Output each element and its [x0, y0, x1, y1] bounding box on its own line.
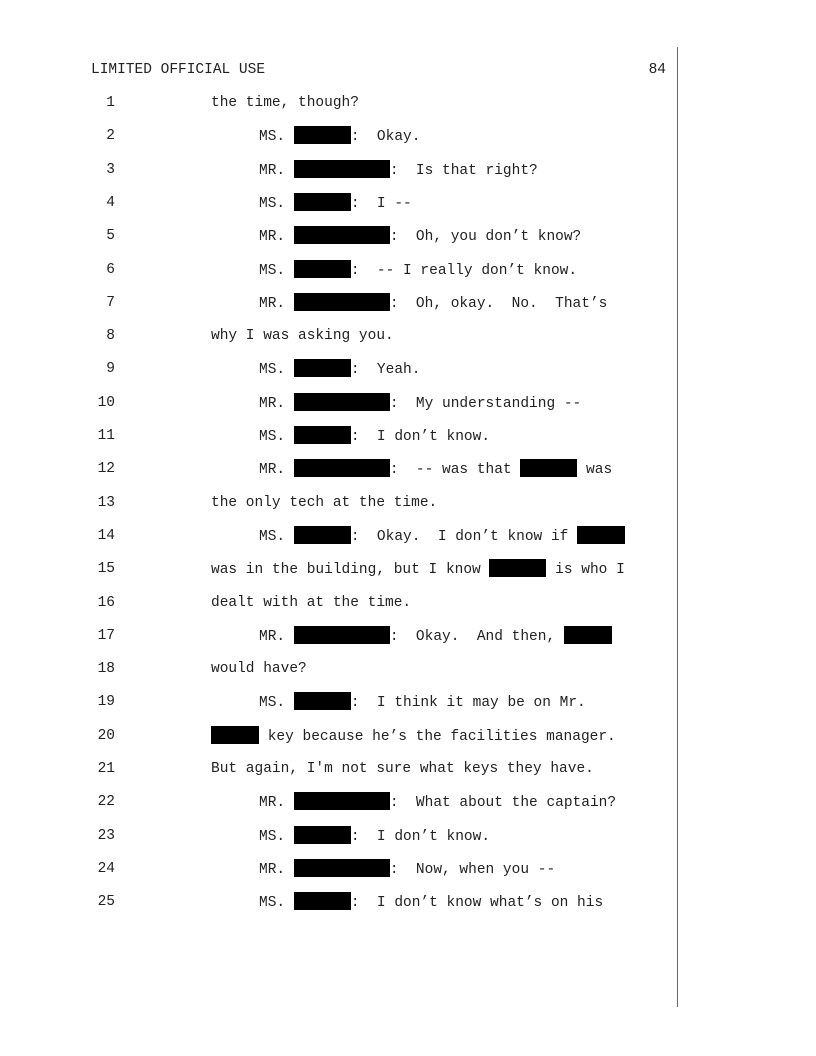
text-segment: MS. — [259, 695, 294, 712]
redaction-block — [294, 692, 351, 710]
page-number: 84 — [648, 62, 666, 78]
transcript-line — [0, 393, 680, 413]
redaction-block — [294, 126, 351, 144]
line-text — [259, 892, 603, 913]
line-text — [211, 726, 616, 747]
text-segment: MR. — [259, 295, 294, 312]
line-text — [259, 359, 420, 380]
line-text — [211, 559, 625, 580]
line-text — [259, 260, 577, 281]
line-number: 4 — [106, 194, 115, 211]
text-segment: MS. — [259, 895, 294, 912]
line-text — [259, 526, 625, 547]
line-text — [211, 326, 394, 346]
text-segment: dealt with at the time. — [211, 594, 412, 611]
line-text — [211, 93, 359, 113]
transcript-line — [0, 826, 680, 846]
redaction-block — [211, 726, 259, 744]
redaction-block — [294, 160, 390, 178]
transcript-line — [0, 659, 680, 679]
redaction-block — [294, 792, 390, 810]
text-segment: MR. — [259, 795, 294, 812]
redaction-block — [294, 626, 390, 644]
transcript-line — [0, 260, 680, 280]
line-number: 6 — [106, 261, 115, 278]
text-segment: MR. — [259, 462, 294, 479]
transcript-line — [0, 126, 680, 146]
transcript-line — [0, 726, 680, 746]
transcript-line — [0, 559, 680, 579]
text-segment: : Yeah. — [350, 362, 421, 379]
redaction-block — [294, 226, 390, 244]
redaction-block — [294, 426, 351, 444]
text-segment: : Okay. And then, — [389, 628, 564, 645]
redaction-block — [489, 559, 546, 577]
line-number: 9 — [106, 361, 115, 378]
text-segment: MR. — [259, 628, 294, 645]
line-text — [259, 193, 412, 214]
redaction-block — [294, 193, 351, 211]
line-number: 3 — [106, 161, 115, 178]
line-text — [259, 792, 616, 813]
line-text — [211, 493, 437, 513]
redaction-block — [294, 359, 351, 377]
text-segment: : I don’t know. — [350, 828, 491, 845]
redaction-block — [577, 526, 625, 544]
line-number: 22 — [97, 794, 115, 811]
text-segment: MS. — [259, 429, 294, 445]
text-segment: why I was asking you. — [211, 328, 394, 345]
line-text — [259, 826, 490, 847]
transcript-line — [0, 792, 680, 812]
text-segment: But again, I'm not sure what keys they have. — [211, 761, 594, 777]
transcript-line — [0, 626, 680, 646]
transcript-line — [0, 326, 680, 346]
transcript-line — [0, 526, 680, 546]
line-text — [259, 393, 581, 414]
text-segment: MR. — [259, 229, 294, 246]
text-segment: : Is that right? — [389, 162, 538, 179]
text-segment: was in the building, but I know — [211, 562, 490, 579]
text-segment: the time, though? — [211, 95, 359, 111]
transcript-line — [0, 859, 680, 879]
text-segment: : What about the captain? — [389, 795, 617, 812]
line-text — [211, 593, 411, 613]
text-segment: : I don’t know what’s on his — [350, 895, 604, 912]
transcript-line — [0, 426, 680, 446]
redaction-block — [294, 260, 351, 278]
line-number: 14 — [97, 527, 115, 544]
line-text — [259, 126, 420, 147]
transcript-line — [0, 692, 680, 712]
transcript-line — [0, 226, 680, 246]
line-number: 17 — [97, 627, 115, 644]
text-segment: MS. — [259, 528, 294, 545]
redaction-block — [294, 826, 351, 844]
text-segment: MR. — [259, 395, 294, 412]
line-number: 18 — [97, 661, 115, 678]
transcript-line — [0, 759, 680, 779]
classification-header: LIMITED OFFICIAL USE — [91, 62, 266, 78]
redaction-block — [294, 892, 351, 910]
line-number: 7 — [106, 294, 115, 311]
line-number: 8 — [106, 328, 115, 345]
text-segment: MS. — [259, 362, 294, 379]
line-number: 23 — [97, 827, 115, 844]
transcript-line — [0, 93, 680, 113]
text-segment: key because he’s the facilities manager. — [259, 728, 616, 745]
text-segment: MR. — [259, 162, 294, 179]
text-segment: MR. — [259, 861, 294, 878]
redaction-block — [294, 393, 390, 411]
text-segment: is who I — [546, 562, 625, 579]
transcript-line — [0, 193, 680, 213]
text-segment: the only tech at the time. — [211, 494, 438, 511]
transcript-line — [0, 892, 680, 912]
text-segment: was — [577, 462, 613, 479]
line-text — [259, 160, 538, 181]
line-number: 12 — [97, 461, 115, 478]
transcript-line — [0, 593, 680, 613]
line-text — [259, 859, 555, 880]
text-segment: : Okay. — [350, 129, 421, 146]
redaction-block — [564, 626, 612, 644]
text-segment: : Okay. I don’t know if — [350, 528, 578, 545]
transcript-line — [0, 493, 680, 513]
text-segment: : My understanding -- — [389, 395, 582, 412]
line-number: 5 — [106, 228, 115, 245]
text-segment: : I don’t know. — [350, 429, 491, 445]
text-segment: MS. — [259, 129, 294, 146]
line-text — [211, 759, 594, 779]
line-number: 24 — [97, 860, 115, 877]
line-text — [259, 293, 607, 314]
text-segment: MS. — [259, 195, 294, 212]
line-text — [259, 626, 612, 647]
line-text — [259, 459, 612, 480]
line-number: 2 — [106, 128, 115, 145]
text-segment: : Oh, you don’t know? — [389, 229, 582, 246]
redaction-block — [294, 526, 351, 544]
transcript-line — [0, 293, 680, 313]
line-text — [259, 426, 490, 447]
line-number: 15 — [97, 561, 115, 578]
text-segment: : Oh, okay. No. That’s — [389, 295, 608, 312]
line-text — [259, 692, 586, 713]
transcript-line — [0, 359, 680, 379]
line-number: 20 — [97, 727, 115, 744]
redaction-block — [294, 459, 390, 477]
text-segment: MS. — [259, 828, 294, 845]
redaction-block — [294, 859, 390, 877]
line-number: 1 — [106, 95, 115, 111]
line-number: 19 — [97, 694, 115, 711]
line-number: 13 — [97, 494, 115, 511]
text-segment: : I -- — [350, 195, 412, 212]
transcript-line — [0, 160, 680, 180]
line-text — [259, 226, 581, 247]
line-text — [211, 659, 307, 679]
text-segment: : -- was that — [389, 462, 521, 479]
line-number: 11 — [97, 428, 115, 444]
line-number: 25 — [97, 894, 115, 911]
redaction-block — [520, 459, 577, 477]
text-segment: : Now, when you -- — [389, 861, 556, 878]
transcript-line — [0, 459, 680, 479]
line-number: 21 — [97, 761, 115, 777]
text-segment: MS. — [259, 262, 294, 279]
line-number: 16 — [97, 594, 115, 611]
text-segment: would have? — [211, 661, 307, 678]
text-segment: : -- I really don’t know. — [350, 262, 578, 279]
line-number: 10 — [97, 394, 115, 411]
redaction-block — [294, 293, 390, 311]
text-segment: : I think it may be on Mr. — [350, 695, 586, 712]
